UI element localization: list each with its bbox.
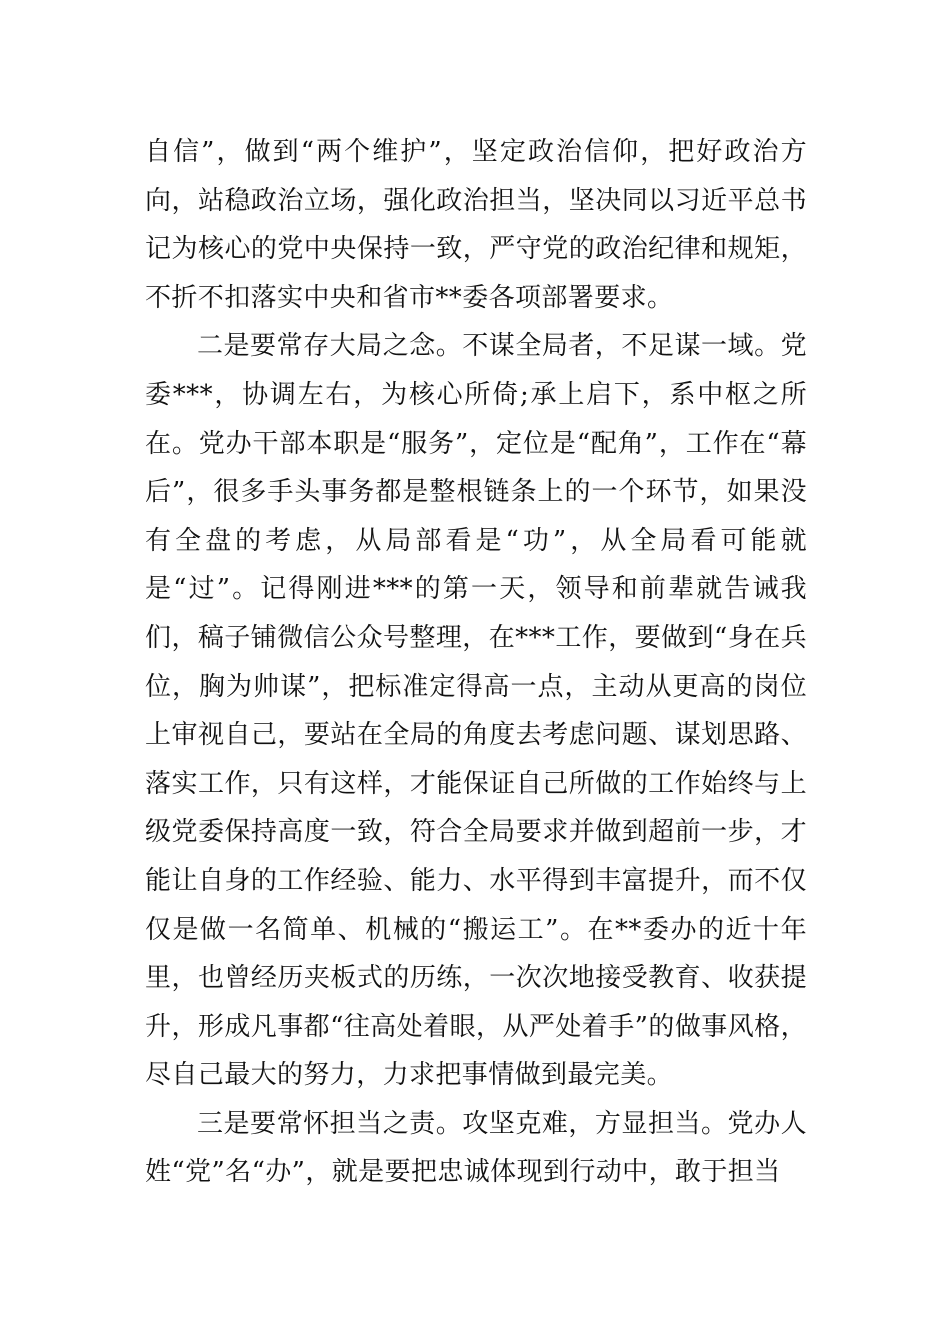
- paragraph-continuation: 自信”，做到“两个维护”，坚定政治信仰，把好政治方向，站稳政治立场，强化政治担当，坚决同以习近平总书记为核心的党中央保持一致，严守党的政治纪律和规矩，不折不扣落实中央和省市**委各项部署要求。: [145, 137, 807, 313]
- document-body: [145, 128, 807, 1197]
- paragraph-responsibility: 三是要常怀担当之责。攻坚克难，方显担当。党办人姓“党”名“办”，就是要把忠诚体现到行动中，敢于担当: [145, 1108, 807, 1188]
- paragraph-overall-view: 二是要常存大局之念。不谋全局者，不足谋一域。党委***，协调左右，为核心所倚;承上启下，系中枢之所在。党办干部本职是“服务”，定位是“配角”，工作在“幕后”，很多手头事务都是整根链条上的一个环节，如果没有全盘的考虑，从局部看是“功”，从全局看可能就是“过”。记得刚进***的第一天，领导和前辈就告诫我们，稿子铺微信公众号整理，在***工作，要做到“身在兵位，胸为帅谋”，把标准定得高一点，主动从更高的岗位上审视自己，要站在全局的角度去考虑问题、谋划思路、落实工作，只有这样，才能保证自己所做的工作始终与上级党委保持高度一致，符合全局要求并做到超前一步，才能让自身的工作经验、能力、水平得到丰富提升，而不仅仅是做一名简单、机械的“搬运工”。在**委办的近十年里，也曾经历夹板式的历练，一次次地接受教育、收获提升，形成凡事都“往高处着眼，从严处着手”的做事风格，尽自己最大的努力，力求把事情做到最完美。: [145, 331, 807, 1091]
